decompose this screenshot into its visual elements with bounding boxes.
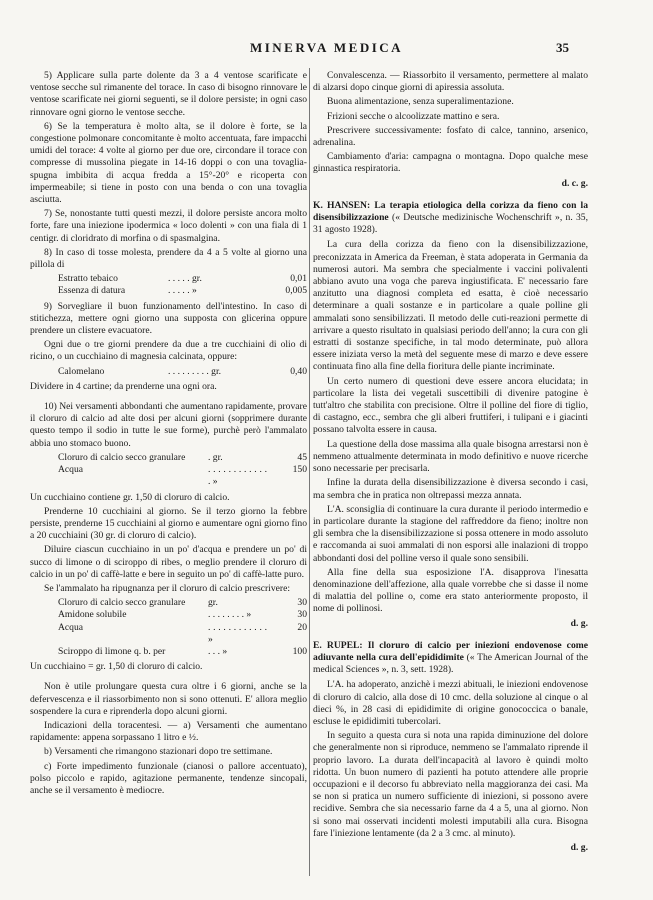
prescription-row <box>30 366 307 378</box>
author-initials: d. g. <box>570 617 588 629</box>
paragraph: Infine la durata della disensibilizzazione è diversa secondo i casi, ma sembra che in pratica non oltrepassi mezza annata. <box>313 477 588 501</box>
ingredient-dots: gr. <box>208 597 218 609</box>
ingredient-dose: 150 <box>292 464 307 476</box>
prescription-row <box>30 597 307 609</box>
ingredient-dots: . . . . . . . . . gr. <box>168 365 222 377</box>
paragraph: Un cucchiaino contiene gr. 1,50 di cloruro di calcio. <box>30 491 230 503</box>
paragraph: L'A. sconsiglia di continuare la cura durante il periodo intermedio e in particolare durante la stagione del raffreddore da fieno; inoltre non gli sembra che la disensibilizzazione si possa ottenere in modo assoluto e raccomanda ai suoi ammalati di non esporsi alle inalazioni di troppo abbondanti dosi del polline verso il quale sono sensibili. <box>313 503 588 564</box>
paragraph: In seguito a questa cura si nota una rapida diminuzione del dolore che generalmente non si riproduce, nemmeno se l'ammalato riprende il proprio lavoro. La durata dell'incapacità al lavoro è quindi molto ridotta. Un buon numero di pazienti ha potuto attendere alle proprie occupazioni e il decorso fu abbreviato nella maggioranza dei casi. Ma se non si pratica un numero sufficiente di iniezioni, si possono avere recidive. Sembra che sia necessario farne da 4 a 5, una al giorno. Non si sono mai osservati incidenti molesti imputabili alla cura. Bisogna fare l'iniezione lentamente (da 2 a 3 cmc. al minuto). <box>313 730 588 839</box>
ingredient-dots: . . . » <box>208 645 228 657</box>
ingredient-dots: . . . . . . . . . . . . » <box>208 621 267 645</box>
paragraph: Dividere in 4 cartine; da prenderne una ogni ora. <box>30 380 217 392</box>
prescription-row <box>30 609 307 621</box>
article-heading <box>313 640 588 677</box>
ingredient-dots: . . . . . . . . » <box>208 609 252 621</box>
ingredient-name: Cloruro di calcio secco granulare <box>58 451 186 463</box>
article-source: (« The American Journal of the medical Sciences », n. 3, sett. 1928). <box>313 651 588 676</box>
paragraph: 8) In caso di tosse molesta, prendere da 4 a 5 volte al giorno una pillola di <box>30 246 307 271</box>
paragraph: Frizioni secche o alcoolizzate mattino e sera. <box>327 110 500 122</box>
prescription-row <box>30 285 307 297</box>
ingredient-dots: . gr. <box>208 451 223 463</box>
ingredient-dots: . . . . . . . . . . . . . » <box>208 464 267 488</box>
ingredient-dose: 45 <box>297 451 307 463</box>
ingredient-dose: 0,01 <box>290 273 307 285</box>
paragraph: Prescrivere successivamente: fosfato di calce, tannino, arsenico, adrenalina. <box>313 124 588 149</box>
ingredient-dose: 0,005 <box>285 285 307 297</box>
paragraph: Prenderne 10 cucchiaini al giorno. Se il terzo giorno la febbre persiste, prenderne 15 cucchiaini al giorno e aumentare ogni giorno fino a 20 cucchiaini (30 gr. di cloruro di calcio). <box>30 505 307 542</box>
paragraph: Alla fine della sua esposizione l'A. disapprova l'inesatta denominazione dell'affezione, alla quale vorrebbe che si dasse il nome di malattia del polline o, come era stato anteriormente proposto, il nome di pollinosi. <box>313 566 588 615</box>
prescription-row <box>30 273 307 285</box>
paragraph: c) Forte impedimento funzionale (cianosi o pallore accentuato), polso piccolo e rapido, agitazione permanente, tendenze sincopali, anche se il versamento è mediocre. <box>30 760 307 796</box>
ingredient-name: Cloruro di calcio secco granulare <box>58 597 186 609</box>
article-heading <box>313 200 588 237</box>
column-divider <box>309 68 310 876</box>
prescription-row <box>30 464 307 488</box>
prescription-alternative <box>30 597 307 658</box>
ingredient-name: Essenza di datura <box>58 285 126 297</box>
author-initials: d. g. <box>570 841 588 853</box>
paragraph: La questione della dose massima alla quale bisogna arrestarsi non è nemmeno attualmente determinata in modo definitivo e nuove ricerche sono necessarie per precisarla. <box>313 438 588 475</box>
paragraph: Indicazioni della toracentesi. — a) Versamenti che aumentano rapidamente: appena sorpassano 1 litro e ½. <box>30 719 307 744</box>
ingredient-name: Acqua <box>58 621 84 633</box>
ingredient-name: Estratto tebaico <box>58 273 118 285</box>
right-column <box>313 70 588 864</box>
ingredient-dose: 0,40 <box>290 365 307 377</box>
paragraph: Ogni due o tre giorni prendere da due a tre cucchiaini di olio di ricino, o un cucchiaino di magnesia calcinata, oppure: <box>30 339 307 363</box>
paragraph: b) Versamenti che rimangono stazionari dopo tre settimane. <box>44 746 273 758</box>
prescription-calomel <box>30 366 307 378</box>
article-title: La terapia etiologica della corizza da fieno con la disensibilizzazione <box>313 199 588 224</box>
paragraph: Cambiamento d'aria: campagna o montagna. Dopo qualche mese ginnastica respiratoria. <box>313 151 588 175</box>
prescription-row <box>30 622 307 646</box>
ingredient-dots: . . . . . gr. <box>168 273 202 285</box>
article-author: E. RUPEL: <box>313 639 363 651</box>
running-title: MINERVA MEDICA <box>249 40 404 55</box>
paragraph: Non è utile prolungare questa cura oltre i 6 giorni, anche se la defervescenza e il riassorbimento non si sono ottenuti. E' allora meglio sospendere la cura e riprenderla dopo alcuni giorni. <box>30 681 307 717</box>
paragraph: Convalescenza. — Riassorbito il versamento, permettere al malato di alzarsi dopo cinque giorni di apiressia assoluta. <box>313 70 588 94</box>
prescription-row <box>30 452 307 464</box>
paragraph: Se l'ammalato ha ripugnanza per il cloruro di calcio prescrivere: <box>44 582 290 594</box>
article-author: K. HANSEN: <box>313 199 371 211</box>
page-number: 35 <box>556 40 569 55</box>
ingredient-dose: 30 <box>297 597 307 609</box>
ingredient-dose: 20 <box>297 621 307 633</box>
paragraph: 6) Se la temperatura è molto alta, se il dolore è forte, se la congestione polmonare concomitante è molto accentuata, fare impacchi umidi del torace: 4 volte al giorno per due ore, circondare il torace con compresse di mussolina piegate in 14-16 doppi o con una tovaglia-spugna imbibita di acqua fredda a 15°-20° e ricoperta con impermeabile; si tiene in posto con una benda o con una tovaglia asciutta. <box>30 120 307 206</box>
ingredient-name: Sciroppo di limone q. b. per <box>58 645 166 657</box>
article-title: Il cloruro di calcio per iniezioni endovenose come adiuvante nella cura dell'epididimite <box>313 639 588 663</box>
paragraph: 10) Nei versamenti abbondanti che aumentano rapidamente, provare il cloruro di calcio ad alte dosi per alcuni giorni (sopprimere durante questo tempo il sodio in tutte le sue forme), purchè però l'ammalato abbia uno stomaco buono. <box>30 401 307 449</box>
paragraph: Un certo numero di questioni deve essere ancora elucidata; in particolare la lista dei vegetali suscettibili di divenire patogine è tutt'altro che stabilita con precisione. Oltre il polline del fiore di tiglio, di castagno, ecc., sembra che gli alberi fruttiferi, i tulipani e i giacinti possano talvolta essere in causa. <box>313 375 588 436</box>
paragraph: 5) Applicare sulla parte dolente da 3 a 4 ventose scarificate e ventose secche sul rimanente del torace. In caso di bisogno rinnovare le ventose scarificate nei giorni seguenti, se il dolore persiste; in ogni caso rinnovare ogni giorno le ventose secche. <box>30 70 307 118</box>
paragraph: Buona alimentazione, senza superalimentazione. <box>327 96 514 108</box>
ingredient-name: Calomelano <box>58 365 105 377</box>
paragraph: L'A. ha adoperato, anzichè i mezzi abituali, le iniezioni endovenose di cloruro di calcio, alla dose di 10 cmc. della soluzione al cinque o al dieci %, in 28 casi di epididimite di origine gonococcica o banale, escluse le epididimiti tubercolari. <box>313 679 588 727</box>
ingredient-name: Amidone solubile <box>58 609 127 621</box>
ingredient-name: Acqua <box>58 464 84 476</box>
article-source: (« Deutsche medizinische Wochenschrift », n. 35, 31 agosto 1928). <box>313 212 589 236</box>
paragraph: Diluire ciascun cucchiaino in un po' d'acqua e prendere un po' di succo di limone o di sciroppo di ribes, o meglio prendere il cloruro di calcio in un po' di caffè-latte e bere in seguito un po' di caffè-latte puro. <box>30 544 307 580</box>
ingredient-dose: 100 <box>292 645 307 657</box>
author-initials: d. c. g. <box>561 177 588 189</box>
ingredient-dose: 30 <box>297 609 307 621</box>
paragraph: La cura della corizza da fieno con la disensibilizzazione, preconizzata in America da Freeman, è stata adoperata in Germania da numerosi autori. Ma sembra che specialmente i vaccini polivalenti abbiano avuto una voga che pareva ingiustificata. E' necessario fare anzitutto una diagnosi completa ed esatta, è cioè necessario determinare a quali sostanze e in particolare a quale polline gli ammalati sono sensibilizzati. Il metodo delle cuti-reazioni permette di arrivare a questo risultato in qualsiasi periodo dell'anno; la cura con gli estratti di sostanze specifiche, in tal modo determinate, può allora essere iniziata verso la metà del seguente mese di marzo e deve essere continuata fino alla fine della fioritura delle piante incriminate. <box>313 239 588 373</box>
ingredient-dots: . . . . . » <box>168 285 197 297</box>
prescription-row <box>30 646 307 658</box>
paragraph: 7) Se, nonostante tutti questi mezzi, il dolore persiste ancora molto forte, fare una iniezione ipodermica « loco dolenti » con una fiala di 1 centigr. di cloridrato di morfina o di spasmalgina. <box>30 208 307 244</box>
paragraph: Un cucchiaino = gr. 1,50 di cloruro di calcio. <box>30 661 203 673</box>
left-column <box>30 70 307 799</box>
page-header <box>0 40 653 56</box>
prescription-pill <box>30 273 307 297</box>
paragraph: 9) Sorvegliare il buon funzionamento dell'intestino. In caso di stitichezza, mettere ogni giorno una supposta con glicerina oppure prendere un clistere evacuatore. <box>30 300 307 337</box>
prescription-calcium <box>30 452 307 489</box>
